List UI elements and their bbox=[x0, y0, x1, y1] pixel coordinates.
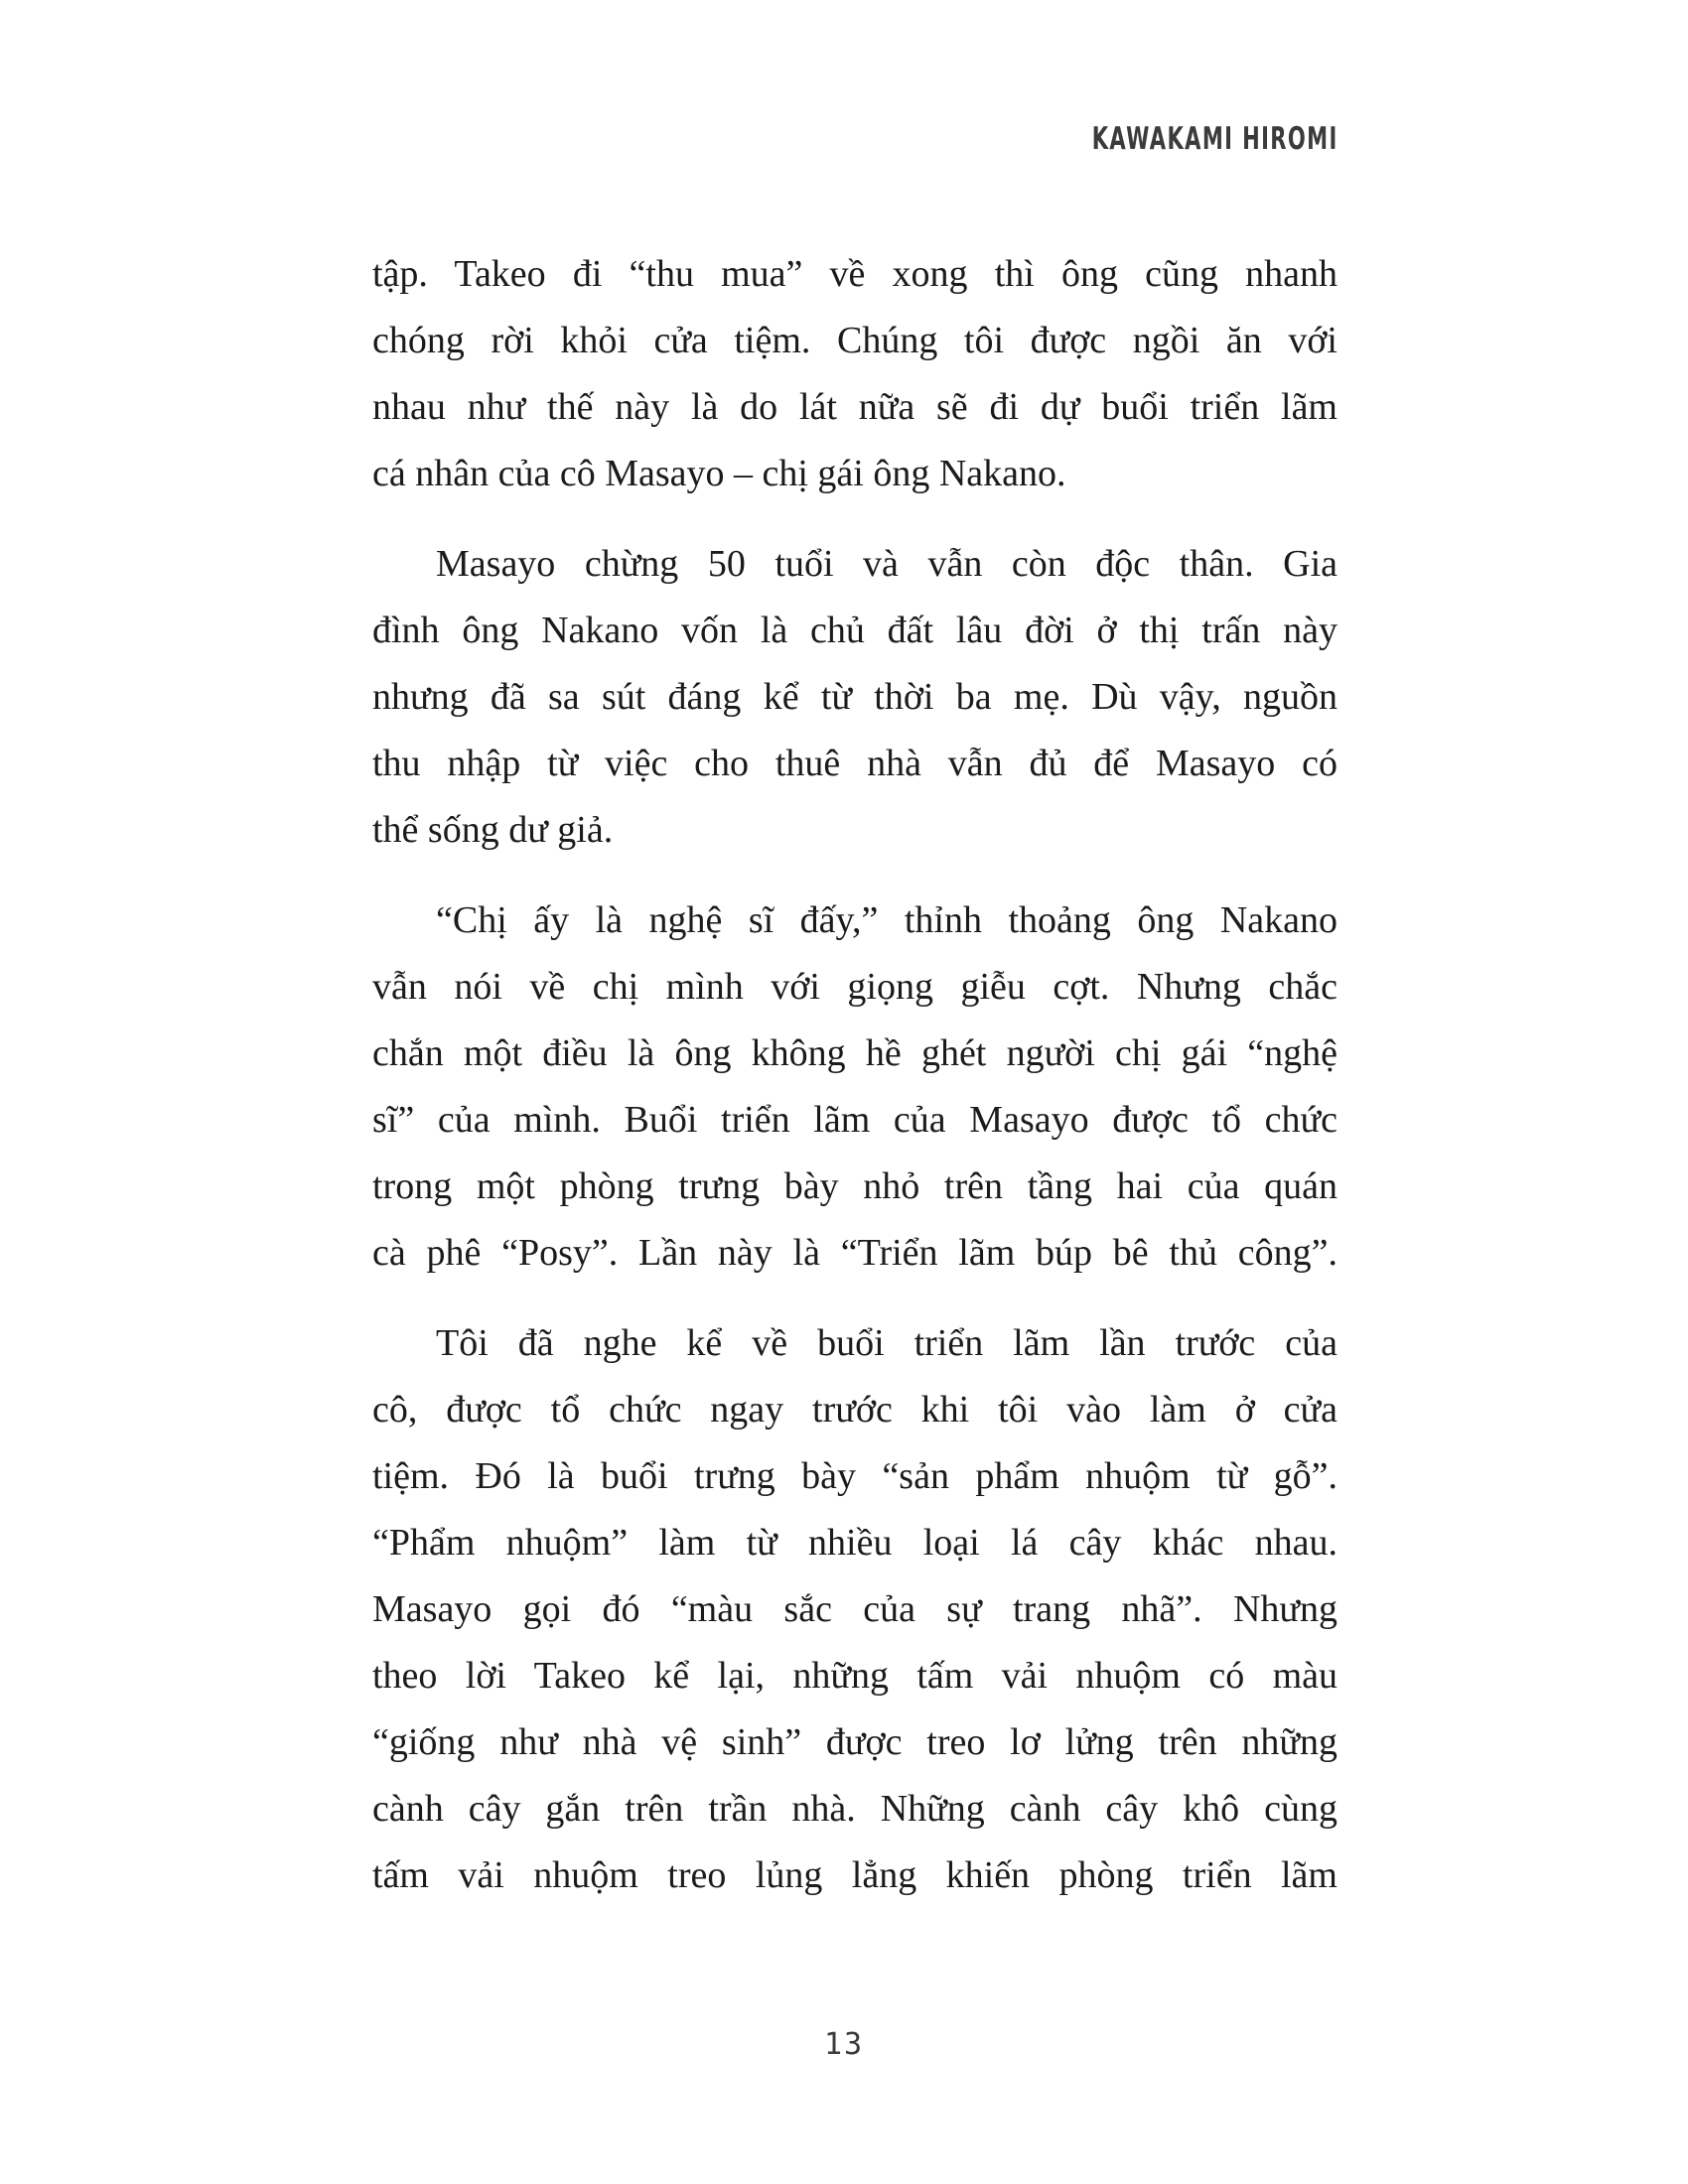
text-block bbox=[372, 241, 1337, 1909]
text-line: cá nhân của cô Masayo – chị gái ông Nakano. bbox=[372, 453, 1066, 494]
text-line: chóng rời khỏi cửa tiệm. Chúng tôi được ngồi ăn với bbox=[372, 320, 1337, 361]
text-line: “Phẩm nhuộm” làm từ nhiều loại lá cây khác nhau. bbox=[372, 1522, 1337, 1564]
text-line: Masayo chừng 50 tuổi và vẫn còn độc thân. Gia bbox=[436, 543, 1337, 585]
text-line: chắn một điều là ông không hề ghét người chị gái “nghệ bbox=[372, 1032, 1337, 1074]
text-line: Tôi đã nghe kể về buổi triển lãm lần trước của bbox=[436, 1322, 1337, 1364]
running-header: KAWAKAMI HIROMI bbox=[1092, 121, 1338, 157]
text-line: nhau như thế này là do lát nữa sẽ đi dự buổi triển lãm bbox=[372, 386, 1337, 428]
text-line: nhưng đã sa sút đáng kể từ thời ba mẹ. Dù vậy, nguồn bbox=[372, 676, 1337, 718]
text-line: “giống như nhà vệ sinh” được treo lơ lửng trên những bbox=[372, 1721, 1337, 1763]
text-line: sĩ” của mình. Buổi triển lãm của Masayo được tổ chức bbox=[372, 1099, 1337, 1141]
text-line: tiệm. Đó là buổi trưng bày “sản phẩm nhuộm từ gỗ”. bbox=[372, 1455, 1337, 1497]
paragraph bbox=[372, 531, 1337, 864]
paragraph bbox=[372, 241, 1337, 507]
text-line: “Chị ấy là nghệ sĩ đấy,” thỉnh thoảng ông Nakano bbox=[436, 899, 1337, 941]
text-line: theo lời Takeo kể lại, những tấm vải nhuộm có màu bbox=[372, 1655, 1337, 1697]
text-line: tập. Takeo đi “thu mua” về xong thì ông cũng nhanh bbox=[372, 253, 1337, 295]
paragraph bbox=[372, 887, 1337, 1287]
text-line: thể sống dư giả. bbox=[372, 809, 614, 851]
paragraph bbox=[372, 1310, 1337, 1909]
text-line: cà phê “Posy”. Lần này là “Triển lãm búp bê thủ công”. bbox=[372, 1232, 1337, 1274]
text-line: trong một phòng trưng bày nhỏ trên tầng hai của quán bbox=[372, 1165, 1337, 1207]
text-line: thu nhập từ việc cho thuê nhà vẫn đủ để Masayo có bbox=[372, 743, 1337, 784]
text-line: cành cây gắn trên trần nhà. Những cành cây khô cùng bbox=[372, 1788, 1337, 1830]
page-number: 13 bbox=[823, 2027, 865, 2062]
text-line: cô, được tổ chức ngay trước khi tôi vào làm ở cửa bbox=[372, 1389, 1337, 1431]
text-line: vẫn nói về chị mình với giọng giễu cợt. Nhưng chắc bbox=[372, 966, 1337, 1008]
text-line: tấm vải nhuộm treo lủng lẳng khiến phòng triển lãm bbox=[372, 1854, 1337, 1896]
text-line: đình ông Nakano vốn là chủ đất lâu đời ở thị trấn này bbox=[372, 610, 1337, 651]
text-line: Masayo gọi đó “màu sắc của sự trang nhã”. Nhưng bbox=[372, 1588, 1337, 1630]
